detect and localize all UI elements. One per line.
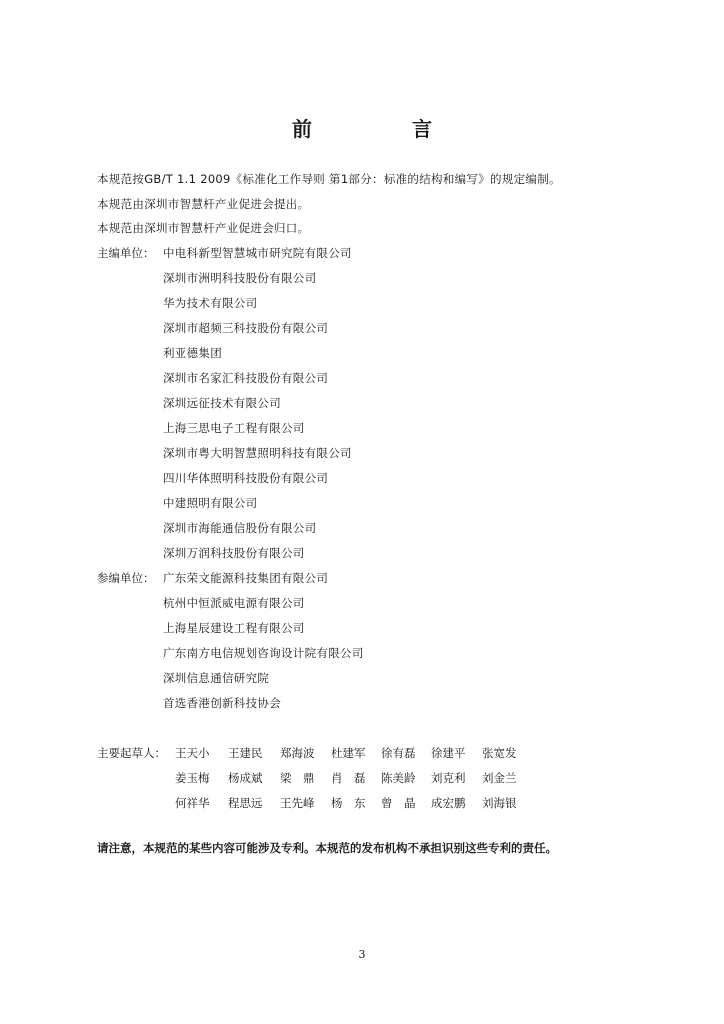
co-editor-label: 参编单位： bbox=[97, 571, 155, 585]
drafter-name: 曾 晶 bbox=[381, 796, 416, 810]
drafter-name: 王先峰 bbox=[280, 796, 315, 810]
chief-editor-org: 深圳市粤大明智慧照明科技有限公司 bbox=[163, 446, 352, 460]
drafter-name: 成宏鹏 bbox=[431, 796, 466, 810]
chief-editor-org: 中建照明有限公司 bbox=[163, 496, 258, 510]
intro-line-proposer: 本规范由深圳市智慧杆产业促进会提出。 bbox=[97, 197, 310, 211]
chief-editor-org: 上海三思电子工程有限公司 bbox=[163, 421, 305, 435]
chief-editor-org: 中电科新型智慧城市研究院有限公司 bbox=[163, 246, 352, 260]
drafter-name: 张宽发 bbox=[482, 746, 517, 760]
chief-editor-org: 华为技术有限公司 bbox=[163, 296, 258, 310]
drafter-name: 王建民 bbox=[228, 746, 263, 760]
chief-editor-org: 深圳远征技术有限公司 bbox=[163, 396, 281, 410]
drafter-name: 何祥华 bbox=[175, 796, 210, 810]
co-editor-org: 杭州中恒派威电源有限公司 bbox=[163, 596, 305, 610]
drafter-name: 杜建军 bbox=[331, 746, 366, 760]
intro-line-administrator: 本规范由深圳市智慧杆产业促进会归口。 bbox=[97, 221, 310, 235]
intro-line-structure: 本规范按GB/T 1.1 2009《标准化工作导则 第1部分：标准的结构和编写》的规定编制。 bbox=[97, 172, 561, 186]
drafter-name: 徐有磊 bbox=[381, 746, 416, 760]
drafter-name: 杨 东 bbox=[331, 796, 366, 810]
drafter-name: 肖 磊 bbox=[331, 771, 366, 785]
page-number: 3 bbox=[358, 948, 366, 961]
chief-editor-label: 主编单位： bbox=[97, 246, 155, 260]
chief-editor-org: 深圳万润科技股份有限公司 bbox=[163, 546, 305, 560]
chief-editor-org: 深圳市名家汇科技股份有限公司 bbox=[163, 371, 329, 385]
chief-editor-org: 四川华体照明科技股份有限公司 bbox=[163, 471, 329, 485]
drafter-name: 郑海波 bbox=[280, 746, 315, 760]
drafter-name: 刘海银 bbox=[482, 796, 517, 810]
drafter-name: 陈美龄 bbox=[381, 771, 416, 785]
patent-notice: 请注意，本规范的某些内容可能涉及专利。本规范的发布机构不承担识别这些专利的责任。 bbox=[97, 841, 557, 855]
drafter-name: 程思远 bbox=[228, 796, 263, 810]
chief-editor-org: 深圳市海能通信股份有限公司 bbox=[163, 521, 317, 535]
drafters-label: 主要起草人： bbox=[97, 746, 166, 760]
chief-editor-org: 利亚德集团 bbox=[163, 346, 222, 360]
drafter-name: 杨成斌 bbox=[228, 771, 263, 785]
page-title: 前 言 bbox=[292, 117, 472, 141]
co-editor-org: 广东荣文能源科技集团有限公司 bbox=[163, 571, 329, 585]
drafter-name: 梁 鼎 bbox=[280, 771, 315, 785]
drafter-name: 王天小 bbox=[175, 746, 210, 760]
drafter-name: 姜玉梅 bbox=[175, 771, 210, 785]
drafter-name: 刘克利 bbox=[431, 771, 466, 785]
drafter-name: 徐建平 bbox=[431, 746, 466, 760]
chief-editor-org: 深圳市超频三科技股份有限公司 bbox=[163, 321, 329, 335]
co-editor-org: 深圳信息通信研究院 bbox=[163, 671, 270, 685]
co-editor-org: 广东南方电信规划咨询设计院有限公司 bbox=[163, 646, 364, 660]
co-editor-org: 首选香港创新科技协会 bbox=[163, 696, 281, 710]
co-editor-org: 上海星辰建设工程有限公司 bbox=[163, 621, 305, 635]
chief-editor-org: 深圳市洲明科技股份有限公司 bbox=[163, 271, 317, 285]
drafter-name: 刘金兰 bbox=[482, 771, 517, 785]
